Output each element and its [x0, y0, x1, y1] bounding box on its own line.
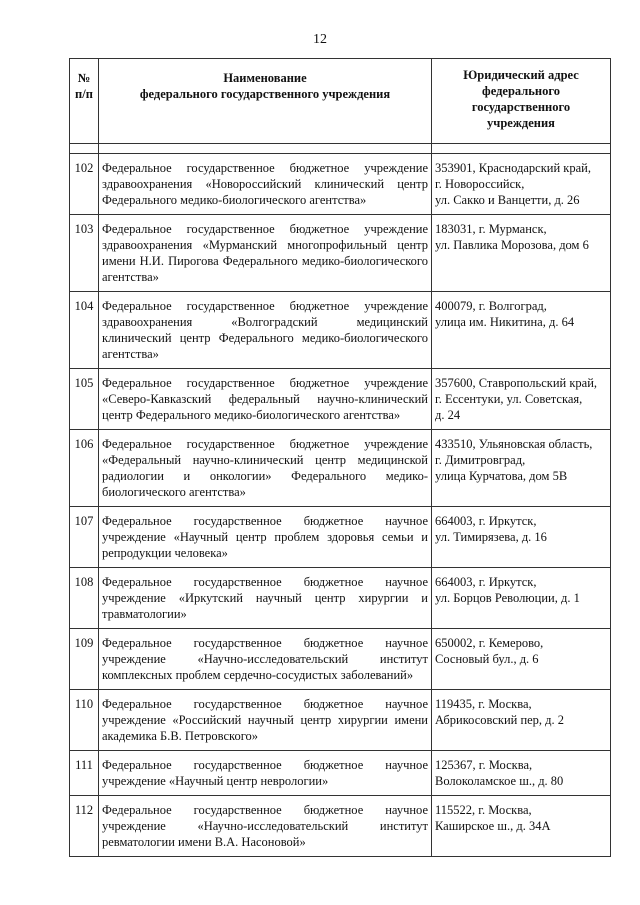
row-number: 110	[70, 690, 99, 751]
institution-address	[432, 629, 611, 690]
address-line: 353901, Краснодарский край,	[435, 161, 591, 175]
address-line: 119435, г. Москва,	[435, 697, 532, 711]
header-address: Юридический адрес федерального государственного учреждения	[432, 59, 611, 144]
address-line: г. Новороссийск,	[435, 177, 525, 191]
institution-name: Федеральное государственное бюджетное учреждение «Федеральный научно-клинический центр медицинской радиологии и онкологии» Федерального медико-биологического агентства»	[99, 430, 432, 507]
institution-name: Федеральное государственное бюджетное научное учреждение «Научно-исследовательский институт комплексных проблем сердечно-сосудистых заболеваний»	[99, 629, 432, 690]
row-number: 102	[70, 154, 99, 215]
row-number: 103	[70, 215, 99, 292]
institution-address	[432, 568, 611, 629]
institution-name: Федеральное государственное бюджетное научное учреждение «Иркутский научный центр хирургии и травматологии»	[99, 568, 432, 629]
table-row	[70, 629, 611, 690]
address-line: Абрикосовский пер, д. 2	[435, 713, 565, 727]
institution-name: Федеральное государственное бюджетное научное учреждение «Научно-исследовательский институт ревматологии имени В.А. Насоновой»	[99, 796, 432, 857]
institution-address	[432, 690, 611, 751]
table-row	[70, 751, 611, 796]
address-line: г. Димитровград,	[435, 453, 526, 467]
address-line: Сосновый бул., д. 6	[435, 652, 539, 666]
table-row	[70, 292, 611, 369]
header-name: Наименование федерального государственного учреждения	[99, 59, 432, 144]
table-row	[70, 430, 611, 507]
row-number: 108	[70, 568, 99, 629]
institution-address	[432, 292, 611, 369]
institution-name: Федеральное государственное бюджетное учреждение «Северо-Кавказский федеральный научно-клинический центр Федерального медико-биологического агентства»	[99, 369, 432, 430]
institution-name: Федеральное государственное бюджетное учреждение здравоохранения «Волгоградский медицинский клинический центр Федерального медико-биологического агентства»	[99, 292, 432, 369]
table-row	[70, 154, 611, 215]
institution-address	[432, 751, 611, 796]
institution-address	[432, 430, 611, 507]
row-number: 111	[70, 751, 99, 796]
institution-name: Федеральное государственное бюджетное учреждение здравоохранения «Мурманский многопрофильный центр имени Н.И. Пирогова Федерального медико-биологического агентства»	[99, 215, 432, 292]
institutions-table	[69, 58, 611, 857]
page-number: 12	[313, 32, 327, 47]
institution-address	[432, 369, 611, 430]
address-line: 115522, г. Москва,	[435, 803, 532, 817]
institution-name: Федеральное государственное бюджетное научное учреждение «Научный центр неврологии»	[99, 751, 432, 796]
row-number: 106	[70, 430, 99, 507]
address-line: ул. Борцов Революции, д. 1	[435, 591, 580, 605]
institution-address	[432, 796, 611, 857]
address-line: 664003, г. Иркутск,	[435, 575, 537, 589]
institution-address	[432, 154, 611, 215]
table-row	[70, 568, 611, 629]
table-row	[70, 215, 611, 292]
address-line: 400079, г. Волгоград,	[435, 299, 547, 313]
address-line: 357600, Ставропольский край,	[435, 376, 598, 390]
row-number: 105	[70, 369, 99, 430]
address-line: г. Ессентуки, ул. Советская,	[435, 392, 583, 406]
address-line: 664003, г. Иркутск,	[435, 514, 537, 528]
address-line: улица им. Никитина, д. 64	[435, 315, 575, 329]
address-line: Волоколамское ш., д. 80	[435, 774, 564, 788]
address-line: ул. Сакко и Ванцетти, д. 26	[435, 193, 580, 207]
institution-address	[432, 215, 611, 292]
address-line: улица Курчатова, дом 5В	[435, 469, 568, 483]
spacer-row	[70, 144, 611, 154]
header-number: № п/п	[70, 59, 99, 144]
table-row	[70, 507, 611, 568]
row-number: 109	[70, 629, 99, 690]
institution-name: Федеральное государственное бюджетное научное учреждение «Научный центр проблем здоровья семьи и репродукции человека»	[99, 507, 432, 568]
address-line: ул. Павлика Морозова, дом 6	[435, 238, 589, 252]
address-line: 433510, Ульяновская область,	[435, 437, 593, 451]
address-line: д. 24	[435, 408, 461, 422]
address-line: 183031, г. Мурманск,	[435, 222, 547, 236]
table-row	[70, 369, 611, 430]
table-row	[70, 796, 611, 857]
institution-address	[432, 507, 611, 568]
row-number: 107	[70, 507, 99, 568]
address-line: 125367, г. Москва,	[435, 758, 533, 772]
institution-name: Федеральное государственное бюджетное учреждение здравоохранения «Новороссийский клинический центр Федерального медико-биологического агентства»	[99, 154, 432, 215]
address-line: 650002, г. Кемерово,	[435, 636, 544, 650]
table-header-row	[70, 59, 611, 144]
row-number: 104	[70, 292, 99, 369]
row-number: 112	[70, 796, 99, 857]
address-line: Каширское ш., д. 34А	[435, 819, 551, 833]
address-line: ул. Тимирязева, д. 16	[435, 530, 547, 544]
institution-name: Федеральное государственное бюджетное научное учреждение «Российский научный центр хирургии имени академика Б.В. Петровского»	[99, 690, 432, 751]
table-row	[70, 690, 611, 751]
